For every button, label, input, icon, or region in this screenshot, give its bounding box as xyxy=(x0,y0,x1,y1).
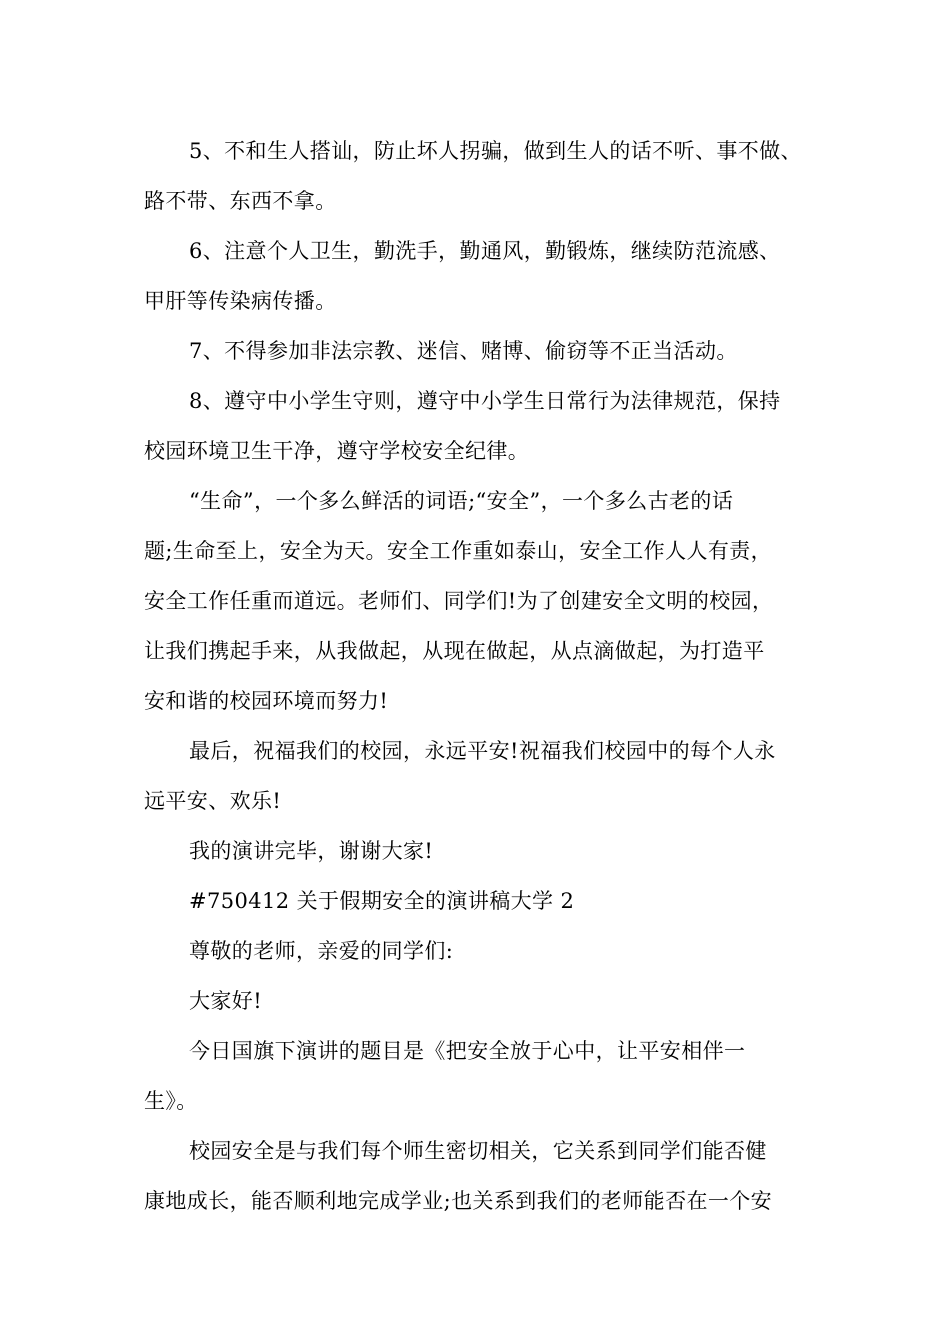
text-line-greeting: 大家好! xyxy=(189,989,263,1013)
text-line-thanks: 我的演讲完毕，谢谢大家! xyxy=(189,839,434,863)
text-line-item-8-cont: 校园环境卫生干净，遵守学校安全纪律。 xyxy=(144,439,530,463)
text-line-campus-safety: 校园安全是与我们每个师生密切相关，它关系到同学们能否健 xyxy=(189,1139,767,1163)
text-line-item-5-cont: 路不带、东西不拿。 xyxy=(144,189,337,213)
text-line-salutation: 尊敬的老师，亲爱的同学们: xyxy=(189,939,454,963)
text-line-paragraph-life: “生命”，一个多么鲜活的词语;“安全”，一个多么古老的话 xyxy=(189,489,734,513)
text-line-item-5: 5、不和生人搭讪，防止坏人拐骗，做到生人的话不听、事不做、 xyxy=(189,139,802,163)
text-line-topic-cont: 生》。 xyxy=(144,1089,198,1113)
text-line-closing: 最后，祝福我们的校园，永远平安!祝福我们校园中的每个人永 xyxy=(189,739,776,763)
text-line-item-8: 8、遵守中小学生守则，遵守中小学生日常行为法律规范，保持 xyxy=(189,389,781,413)
text-line-paragraph-life-3: 安全工作任重而道远。老师们、同学们!为了创建安全文明的校园， xyxy=(144,589,774,613)
text-line-item-6-cont: 甲肝等传染病传播。 xyxy=(144,289,337,313)
text-line-campus-safety-cont: 康地成长，能否顺利地完成学业;也关系到我们的老师能否在一个安 xyxy=(144,1189,773,1213)
section-heading: #750412 关于假期安全的演讲稿大学 2 xyxy=(189,889,575,913)
text-line-closing-cont: 远平安、欢乐! xyxy=(144,789,282,813)
text-line-paragraph-life-5: 安和谐的校园环境而努力! xyxy=(144,689,389,713)
text-line-item-7: 7、不得参加非法宗教、迷信、赌博、偷窃等不正当活动。 xyxy=(189,339,738,363)
text-line-topic: 今日国旗下演讲的题目是《把安全放于心中，让平安相伴一 xyxy=(189,1039,746,1063)
text-line-paragraph-life-2: 题;生命至上，安全为天。安全工作重如泰山，安全工作人人有责， xyxy=(144,539,773,563)
text-line-item-6: 6、注意个人卫生，勤洗手，勤通风，勤锻炼，继续防范流感、 xyxy=(189,239,781,263)
text-line-paragraph-life-4: 让我们携起手来，从我做起，从现在做起，从点滴做起，为打造平 xyxy=(144,639,765,663)
